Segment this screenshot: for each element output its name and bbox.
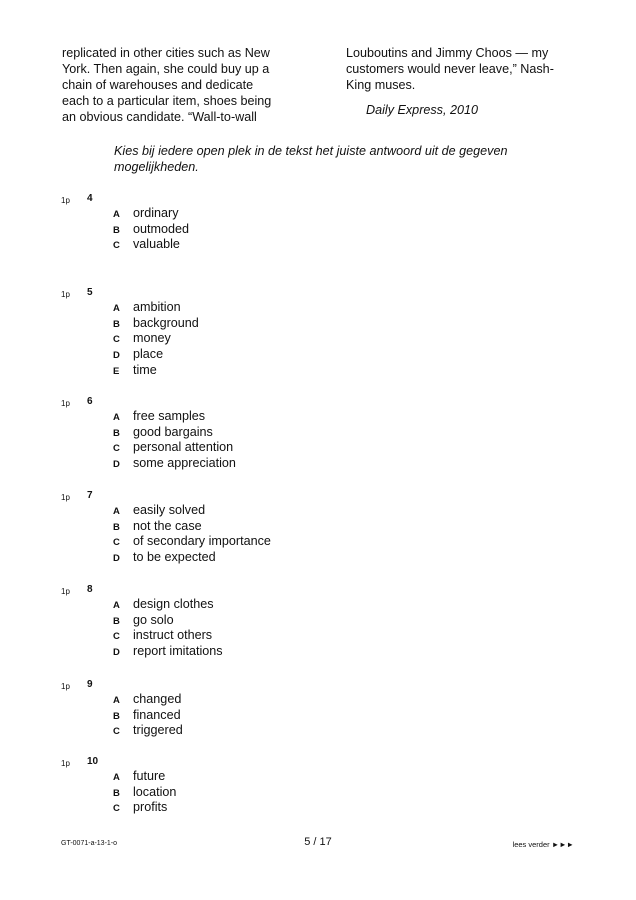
option-text: ordinary <box>133 206 179 220</box>
option-text: future <box>133 769 166 783</box>
article-right-column <box>346 45 586 118</box>
option-letter: D <box>113 647 120 659</box>
option-text: not the case <box>133 518 202 533</box>
option-letter: A <box>113 772 120 783</box>
article-left-column <box>62 45 302 125</box>
answer-options <box>113 692 183 739</box>
option-letter: B <box>113 521 120 533</box>
answer-options <box>113 597 223 660</box>
article-line: Louboutins and Jimmy Choos — my <box>346 46 549 60</box>
answer-option[interactable] <box>113 425 236 441</box>
option-text: of secondary importance <box>133 534 271 549</box>
question-points: 1p <box>61 290 70 299</box>
question-4 <box>0 193 636 287</box>
answer-option[interactable] <box>113 597 223 613</box>
option-letter: C <box>113 537 120 549</box>
question-list <box>0 193 636 850</box>
answer-option[interactable] <box>113 347 199 363</box>
answer-options <box>113 409 236 472</box>
option-letter: D <box>113 553 120 565</box>
option-letter: E <box>113 365 120 377</box>
instruction-line: Kies bij iedere open plek in de tekst het juiste antwoord uit de gegeven <box>114 144 508 158</box>
option-letter: C <box>113 334 120 346</box>
answer-options <box>113 503 271 566</box>
question-points: 1p <box>61 587 70 596</box>
article-line: each to a particular item, shoes being <box>62 94 272 108</box>
article-line: King muses. <box>346 78 416 92</box>
option-letter: A <box>113 209 120 220</box>
answer-option[interactable] <box>113 316 199 332</box>
answer-option[interactable] <box>113 300 199 316</box>
option-text: to be expected <box>133 550 216 565</box>
question-number: 9 <box>87 679 93 690</box>
option-text: free samples <box>133 409 206 423</box>
option-text: easily solved <box>133 503 206 517</box>
answer-option[interactable] <box>113 503 271 519</box>
instruction-line: mogelijkheden. <box>114 160 199 174</box>
question-7 <box>0 490 636 584</box>
option-letter: C <box>113 240 120 252</box>
option-text: report imitations <box>133 644 223 659</box>
option-text: profits <box>133 800 168 815</box>
option-letter: A <box>113 506 120 517</box>
question-8 <box>0 584 636 679</box>
option-text: some appreciation <box>133 456 236 471</box>
answer-option[interactable] <box>113 534 271 550</box>
option-letter: C <box>113 443 120 455</box>
article-source: Daily Express, 2010 <box>366 103 478 117</box>
instruction-text <box>114 143 554 175</box>
option-letter: C <box>113 726 120 738</box>
answer-option[interactable] <box>113 456 236 472</box>
question-number: 8 <box>87 584 93 595</box>
option-text: place <box>133 347 164 362</box>
option-letter: A <box>113 412 120 423</box>
option-text: time <box>133 362 157 377</box>
option-letter: C <box>113 803 120 815</box>
answer-options <box>113 300 199 378</box>
answer-option[interactable] <box>113 550 271 566</box>
answer-option[interactable] <box>113 723 183 739</box>
page-number: 5 / 17 <box>304 836 332 848</box>
question-9 <box>0 679 636 756</box>
answer-option[interactable] <box>113 440 236 456</box>
option-text: money <box>133 331 171 346</box>
option-letter: B <box>113 615 120 627</box>
question-number: 6 <box>87 396 93 407</box>
option-text: location <box>133 784 177 799</box>
exam-code: GT-0071-a-13-1-o <box>61 840 118 847</box>
question-points: 1p <box>61 399 70 408</box>
answer-option[interactable] <box>113 331 199 347</box>
answer-option[interactable] <box>113 692 183 708</box>
option-letter: A <box>113 695 120 706</box>
option-letter: B <box>113 427 120 439</box>
question-number: 5 <box>87 287 93 298</box>
option-letter: B <box>113 224 120 236</box>
page-footer <box>0 836 636 850</box>
answer-option[interactable] <box>113 785 176 801</box>
option-letter: C <box>113 631 120 643</box>
option-letter: B <box>113 318 120 330</box>
answer-option[interactable] <box>113 409 236 425</box>
question-6 <box>0 396 636 490</box>
question-number: 7 <box>87 490 93 501</box>
option-text: triggered <box>133 723 183 738</box>
answer-option[interactable] <box>113 769 176 785</box>
option-text: good bargains <box>133 424 213 439</box>
option-text: outmoded <box>133 221 190 236</box>
article-line: York. Then again, she could buy up a <box>62 62 270 76</box>
continue-indicator: lees verder ►►► <box>512 840 574 849</box>
answer-option[interactable] <box>113 222 189 238</box>
question-points: 1p <box>61 493 70 502</box>
option-text: financed <box>133 707 181 722</box>
answer-option[interactable] <box>113 237 189 253</box>
option-letter: B <box>113 787 120 799</box>
article-line: customers would never leave,” Nash- <box>346 62 554 76</box>
option-letter: B <box>113 710 120 722</box>
answer-option[interactable] <box>113 613 223 629</box>
answer-option[interactable] <box>113 644 223 660</box>
option-text: personal attention <box>133 440 234 455</box>
question-points: 1p <box>61 682 70 691</box>
article-line: replicated in other cities such as New <box>62 46 270 60</box>
answer-option[interactable] <box>113 519 271 535</box>
question-number: 4 <box>87 193 93 204</box>
article-line: an obvious candidate. “Wall-to-wall <box>62 110 257 124</box>
answer-option[interactable] <box>113 206 189 222</box>
option-text: background <box>133 315 199 330</box>
answer-option[interactable] <box>113 363 199 379</box>
option-letter: D <box>113 459 120 471</box>
question-5 <box>0 287 636 396</box>
option-text: ambition <box>133 300 181 314</box>
option-text: changed <box>133 692 182 706</box>
option-text: instruct others <box>133 628 213 643</box>
question-number: 10 <box>87 756 99 767</box>
answer-options <box>113 206 189 253</box>
option-letter: A <box>113 600 120 611</box>
answer-option[interactable] <box>113 628 223 644</box>
answer-option[interactable] <box>113 800 176 816</box>
answer-options <box>113 769 176 816</box>
option-text: go solo <box>133 612 174 627</box>
question-points: 1p <box>61 759 70 768</box>
option-letter: A <box>113 303 120 314</box>
question-points: 1p <box>61 196 70 205</box>
answer-option[interactable] <box>113 708 183 724</box>
article-line: chain of warehouses and dedicate <box>62 78 254 92</box>
option-text: design clothes <box>133 597 214 611</box>
option-letter: D <box>113 350 120 362</box>
option-text: valuable <box>133 237 180 252</box>
